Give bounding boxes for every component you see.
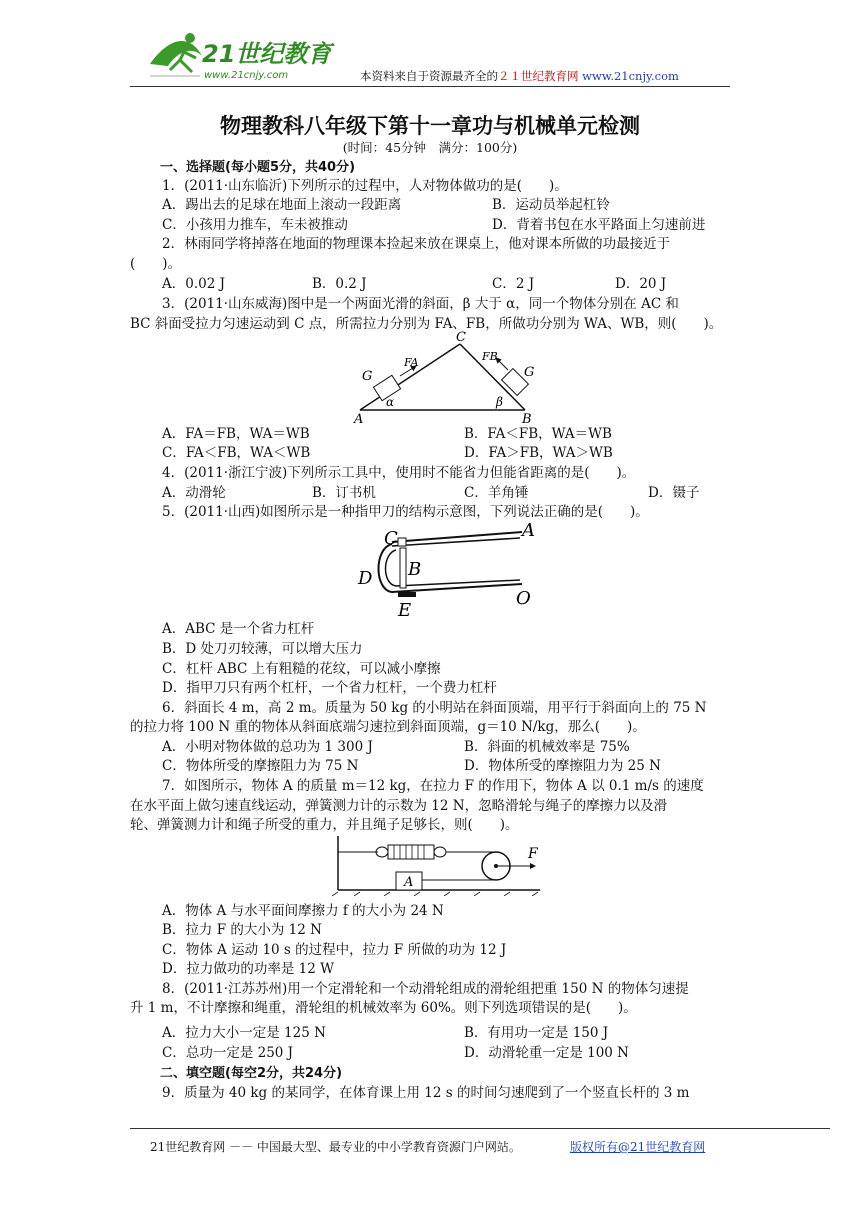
option: C．FA＜FB，WA＜WB <box>162 445 311 461</box>
header-source: 本资料来自于资源最齐全的２１世纪教育网 www.21cnjy.com <box>360 69 679 83</box>
option: B．运动员举起杠铃 <box>492 197 610 213</box>
question-stem: 在水平面上做匀速直线运动，弹簧测力计的示数为 12 N，忽略滑轮与绳子的摩擦力以及滑 <box>130 798 668 814</box>
fig-label: O <box>516 588 531 609</box>
option: C．总功一定是 250 J <box>162 1045 294 1061</box>
option: B．有用功一定是 150 J <box>464 1025 609 1041</box>
pulley-figure <box>330 832 550 896</box>
option: B．斜面的机械效率是 75% <box>464 739 630 755</box>
question-stem: 9．质量为 40 kg 的某同学，在体育课上用 12 s 的时间匀速爬到了一个竖直长杆的 3 m <box>162 1085 690 1101</box>
question-stem: BC 斜面受拉力匀速运动到 C 点，所需拉力分别为 FA、FB，所做功分别为 WA、WB，则( )。 <box>130 316 723 332</box>
option: D．指甲刀只有两个杠杆，一个省力杠杆，一个费力杠杆 <box>162 680 497 696</box>
option: A．物体 A 与水平面间摩擦力 f 的大小为 24 N <box>162 903 444 919</box>
fig-label: A <box>404 875 414 890</box>
site-logo[interactable] <box>140 26 340 86</box>
option: A．0.02 J <box>162 276 226 292</box>
fig-label: E <box>398 600 412 620</box>
option: D．拉力做功的功率是 12 W <box>162 961 334 977</box>
fig-label: A <box>522 520 535 541</box>
page-subtitle: (时间：45分钟 满分：100分) <box>342 140 518 155</box>
option: B．0.2 J <box>312 276 367 292</box>
logo-text: 21世纪教育 <box>202 40 332 68</box>
option: D．物体所受的摩擦阻力为 25 N <box>464 758 661 774</box>
fig-label: A <box>354 412 364 425</box>
option: A．动滑轮 <box>162 485 226 501</box>
option: D．20 J <box>615 276 667 292</box>
option: C．羊角锤 <box>464 485 529 501</box>
fig-label: B <box>522 412 532 425</box>
question-stem: 8．(2011·江苏苏州)用一个定滑轮和一个动滑轮组成的滑轮组把重 150 N 的物体匀速提 <box>162 981 689 997</box>
option: C．小孩用力推车，车未被推动 <box>162 217 348 233</box>
footer-text: 21世纪教育网 －－ 中国最大型、最专业的中小学教育资源门户网站。 <box>150 1140 521 1154</box>
nail-clipper-figure <box>352 520 542 620</box>
question-stem: 的拉力将 100 N 重的物体从斜面底端匀速拉到斜面顶端，g＝10 N/kg，那么( )。 <box>130 719 646 735</box>
fig-label: α <box>386 395 395 409</box>
option: D．背着书包在水平路面上匀速前进 <box>492 217 706 233</box>
option: B．D 处刀刃较薄，可以增大压力 <box>162 641 363 657</box>
option: A．ABC 是一个省力杠杆 <box>162 621 315 637</box>
section-heading: 一、选择题(每小题5分，共40分) <box>160 160 356 175</box>
question-stem: 6．斜面长 4 m，高 2 m。质量为 50 kg 的小明站在斜面顶端，用平行于斜面向上的 75 N <box>162 700 707 716</box>
question-stem: 升 1 m，不计摩擦和绳重，滑轮组的机械效率为 60%。则下列选项错误的是( )。 <box>130 1000 637 1016</box>
question-stem: 2．林雨同学将掉落在地面的物理课本捡起来放在课桌上，他对课本所做的功最接近于 <box>162 236 671 252</box>
option: B．拉力 F 的大小为 12 N <box>162 922 322 938</box>
footer-copyright-link[interactable]: 版权所有@21世纪教育网 <box>570 1140 706 1154</box>
page-title: 物理教科八年级下第十一章功与机械单元检测 <box>220 114 640 138</box>
fig-label: G <box>362 369 373 384</box>
option: A．FA＝FB，WA＝WB <box>162 426 310 442</box>
fig-label: B <box>408 559 422 580</box>
option: A．拉力大小一定是 125 N <box>162 1025 326 1041</box>
header-url-link[interactable]: www.21cnjy.com <box>582 69 679 83</box>
fig-label: FA <box>404 356 419 369</box>
option: C．2 J <box>492 276 535 292</box>
incline-figure <box>340 330 560 425</box>
fig-label: F <box>528 846 538 862</box>
option: B．订书机 <box>312 485 376 501</box>
option: D．FA＞FB，WA＞WB <box>464 445 613 461</box>
fig-label: FB <box>482 350 498 363</box>
footer-divider <box>130 1128 830 1129</box>
option: C．物体所受的摩擦阻力为 75 N <box>162 758 359 774</box>
fig-label: D <box>358 568 373 589</box>
option: C．物体 A 运动 10 s 的过程中，拉力 F 所做的功为 12 J <box>162 942 507 958</box>
fig-label: C <box>384 528 398 549</box>
question-stem: 4．(2011·浙江宁波)下列所示工具中，使用时不能省力但能省距离的是( )。 <box>162 465 636 481</box>
option: D．镊子 <box>648 485 700 501</box>
question-stem: 3．(2011·山东威海)图中是一个两面光滑的斜面，β 大于 α，同一个物体分别在 AC 和 <box>162 296 679 312</box>
section-heading: 二、填空题(每空2分，共24分) <box>160 1066 343 1081</box>
header-divider <box>130 86 730 87</box>
question-stem: 7．如图所示，物体 A 的质量 m＝12 kg，在拉力 F 的作用下，物体 A 以 0.1 m/s 的速度 <box>162 778 704 794</box>
question-stem: ( )。 <box>130 256 182 272</box>
header-site-link[interactable]: ２１世纪教育网 <box>498 69 579 83</box>
fig-label: G <box>524 365 535 380</box>
option: A．小明对物体做的总功为 1 300 J <box>162 739 373 755</box>
option: B．FA＜FB，WA＝WB <box>464 426 612 442</box>
fig-label: β <box>496 395 503 409</box>
logo-url: www.21cnjy.com <box>204 70 289 81</box>
question-stem: 1．(2011·山东临沂)下列所示的过程中，人对物体做功的是( )。 <box>162 178 568 194</box>
option: A．踢出去的足球在地面上滚动一段距离 <box>162 197 402 213</box>
option: C．杠杆 ABC 上有粗糙的花纹，可以减小摩擦 <box>162 661 441 677</box>
option: D．动滑轮重一定是 100 N <box>464 1045 629 1061</box>
question-stem: 5．(2011·山西)如图所示是一种指甲刀的结构示意图，下列说法正确的是( )。 <box>162 504 649 520</box>
question-stem: 轮、弹簧测力计和绳子所受的重力，并且绳子足够长，则( )。 <box>130 817 519 833</box>
fig-label: C <box>456 330 466 345</box>
